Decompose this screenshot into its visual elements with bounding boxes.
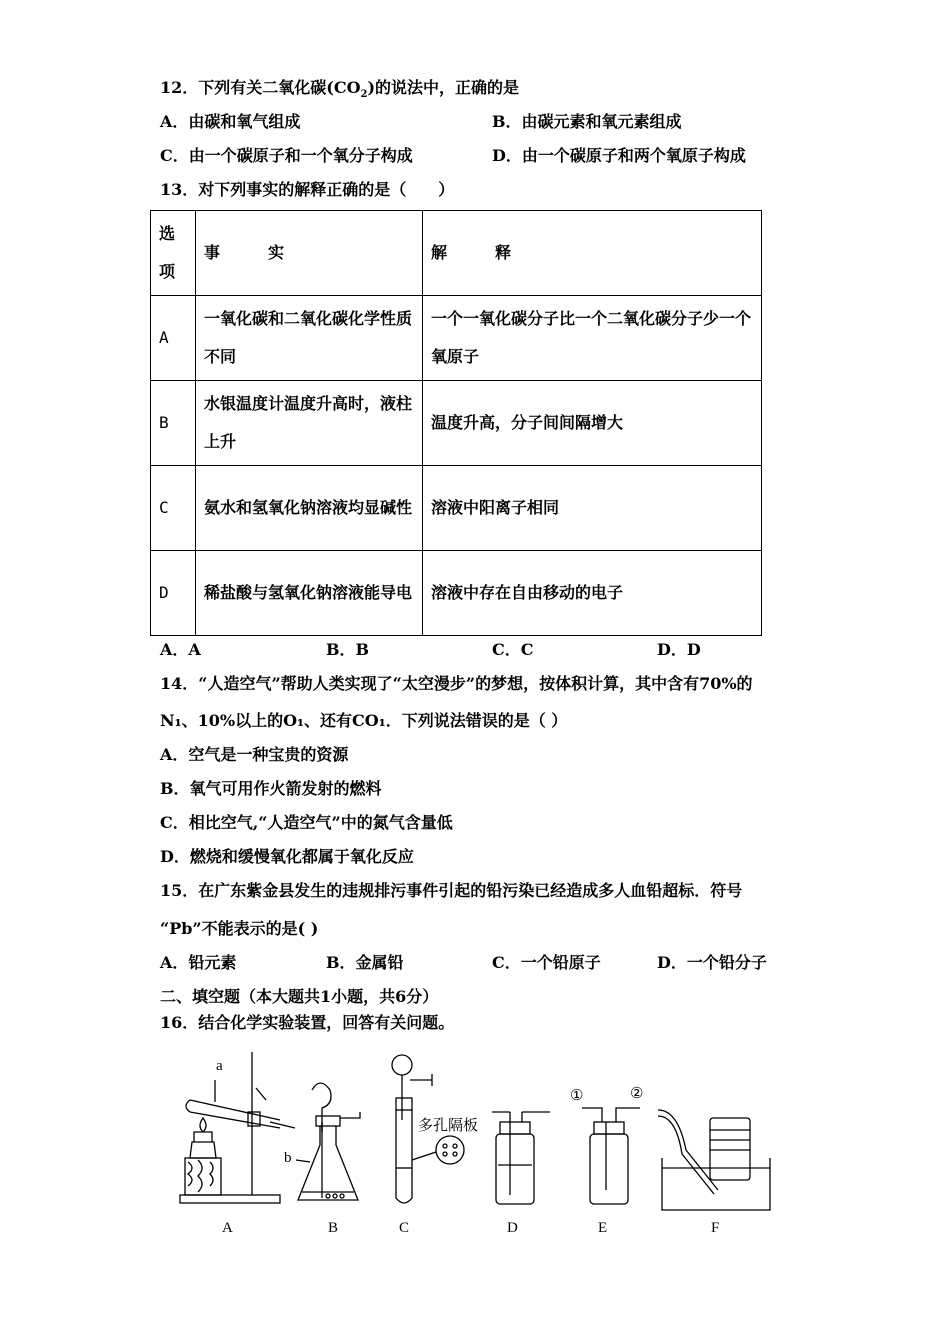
row-option: B — [151, 381, 196, 466]
header-explain: 解 释 — [423, 211, 762, 296]
row-fact: 稀盐酸与氢氧化钠溶液能导电 — [196, 551, 423, 636]
q13-option-d: D．D — [657, 640, 701, 659]
q14-option-d: D．燃烧和缓慢氧化都属于氧化反应 — [160, 847, 414, 866]
q14-stem-line1: 14．“人造空气”帮助人类实现了“太空漫步”的梦想，按体积计算，其中含有70%的 — [160, 674, 753, 693]
header-option: 选 项 — [151, 211, 196, 296]
figure-label-e: E — [598, 1220, 608, 1236]
q16-stem: 16．结合化学实验装置，回答有关问题。 — [160, 1013, 455, 1032]
section-heading: 二、填空题（本大题共1小题，共6分） — [160, 987, 439, 1006]
table-row — [151, 551, 762, 636]
table-row — [151, 381, 762, 466]
figure-label-d: D — [507, 1220, 518, 1236]
q13-table — [150, 210, 762, 636]
q15-stem-line1: 15．在广东紫金县发生的违规排污事件引起的铅污染已经造成多人血铅超标．符号 — [160, 881, 743, 900]
apparatus-a — [180, 1052, 295, 1203]
apparatus-figure — [170, 1050, 790, 1250]
figure-label-c: C — [399, 1220, 410, 1236]
table-header-row — [151, 211, 762, 296]
table-row — [151, 296, 762, 381]
apparatus-e — [582, 1108, 640, 1204]
row-fact: 一氧化碳和二氧化碳化学性质不同 — [196, 296, 423, 381]
q13-option-a: A．A — [160, 640, 201, 659]
q15-stem-line2: “Pb”不能表示的是( ) — [160, 919, 319, 938]
q12-option-c: C．由一个碳原子和一个氧分子构成 — [160, 146, 413, 165]
row-option: A — [151, 296, 196, 381]
q12-stem: 12．下列有关二氧化碳$(CO_2)$的说法中，正确的是 — [160, 78, 520, 101]
q15-option-a: A．铅元素 — [160, 953, 237, 972]
q12-option-d: D．由一个碳原子和两个氧原子构成 — [492, 146, 746, 165]
annotation-2: ② — [630, 1086, 644, 1102]
q12-option-b: B．由碳元素和氧元素组成 — [492, 112, 682, 131]
q15-option-b: B．金属铅 — [326, 953, 404, 972]
row-explain: 溶液中存在自由移动的电子 — [423, 551, 762, 636]
figure-label-b: B — [328, 1220, 339, 1236]
row-option: C — [151, 466, 196, 551]
q14-stem-line2: N₁、10%以上的O₁、还有CO₁．下列说法错误的是（ ） — [160, 711, 568, 730]
q13-stem: 13．对下列事实的解释正确的是（ ） — [160, 180, 455, 199]
q13-option-b: B．B — [326, 640, 370, 659]
figure-label-a: A — [222, 1220, 233, 1236]
row-option: D — [151, 551, 196, 636]
apparatus-f — [658, 1110, 770, 1210]
row-explain: 温度升高，分子间间隔增大 — [423, 381, 762, 466]
table-row — [151, 466, 762, 551]
annotation-b: b — [284, 1150, 292, 1166]
q14-option-a: A．空气是一种宝贵的资源 — [160, 745, 349, 764]
q15-option-c: C．一个铅原子 — [492, 953, 601, 972]
row-explain: 一个一氧化碳分子比一个二氧化碳分子少一个氧原子 — [423, 296, 762, 381]
annotation-porous-plate: 多孔隔板 — [418, 1116, 479, 1134]
apparatus-b — [296, 1083, 360, 1200]
q14-option-b: B．氧气可用作火箭发射的燃料 — [160, 779, 382, 798]
row-fact: 水银温度计温度升高时，液柱上升 — [196, 381, 423, 466]
apparatus-d — [492, 1112, 550, 1204]
row-explain: 溶液中阳离子相同 — [423, 466, 762, 551]
figure-label-f: F — [711, 1220, 720, 1236]
annotation-a: a — [216, 1058, 223, 1074]
q15-option-d: D．一个铅分子 — [657, 953, 767, 972]
q13-option-c: C．C — [492, 640, 534, 659]
header-fact: 事 实 — [196, 211, 423, 296]
q12-option-a: A．由碳和氧气组成 — [160, 112, 301, 131]
annotation-1: ① — [570, 1088, 584, 1104]
q14-option-c: C．相比空气,“人造空气”中的氮气含量低 — [160, 813, 453, 832]
row-fact: 氨水和氢氧化钠溶液均显碱性 — [196, 466, 423, 551]
